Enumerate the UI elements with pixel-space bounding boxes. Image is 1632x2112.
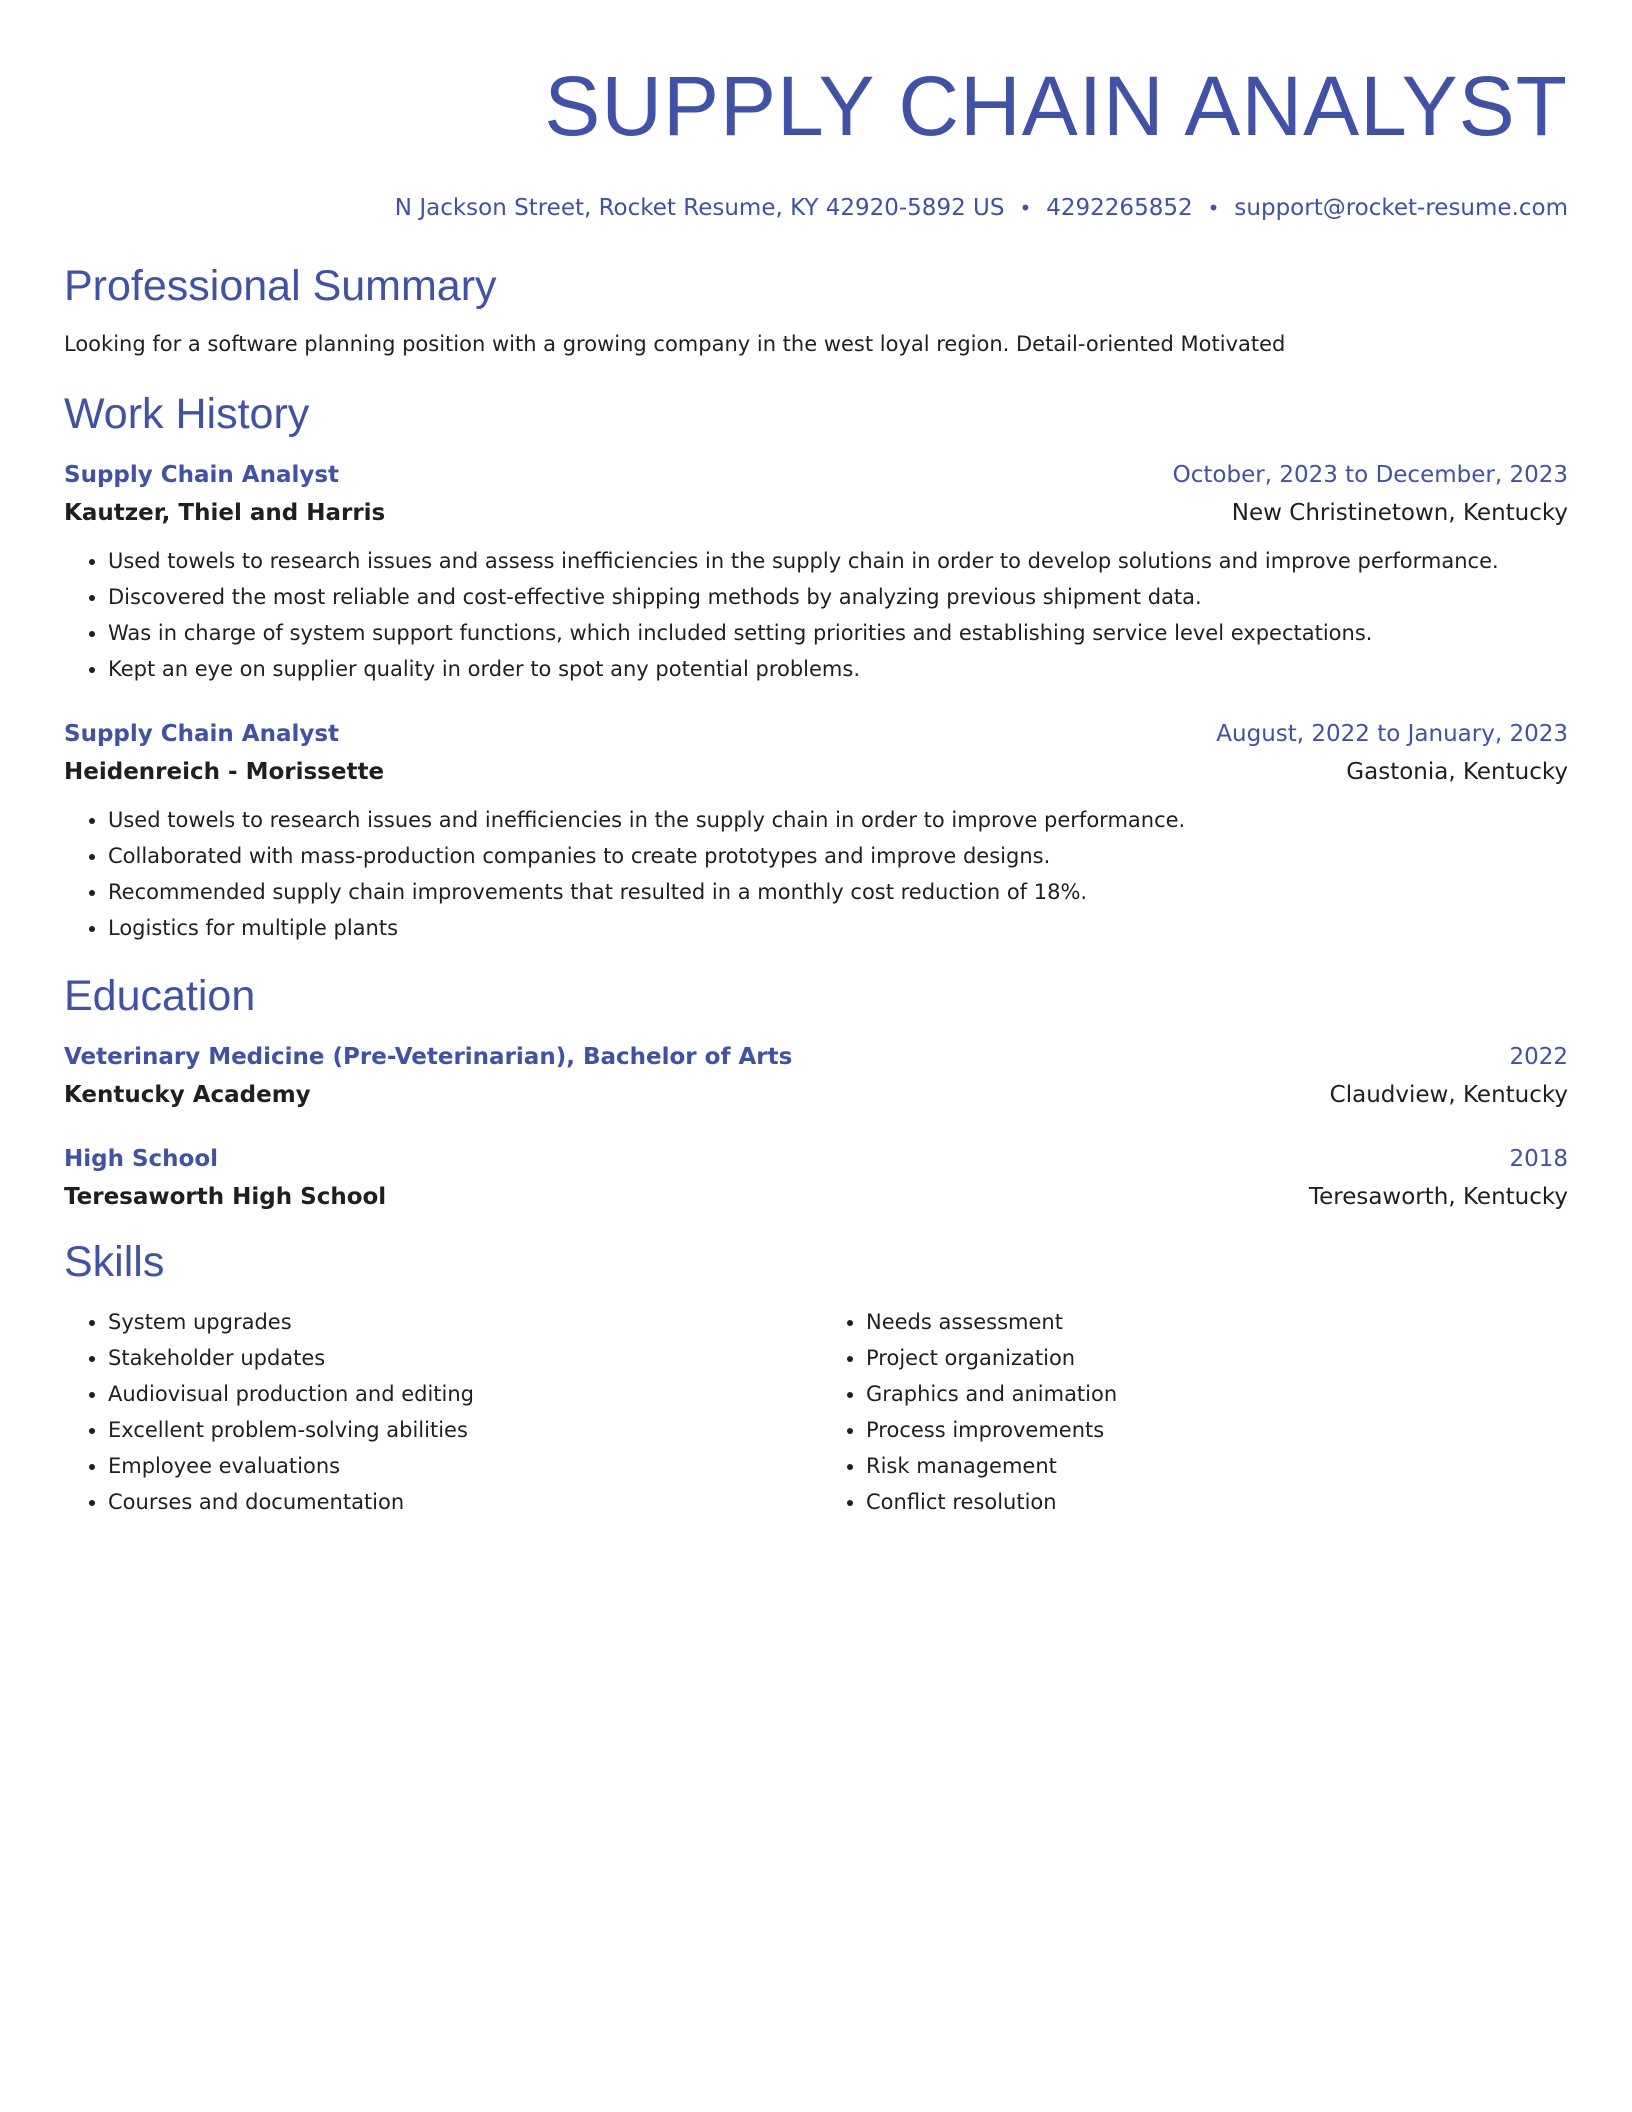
degree-title: Veterinary Medicine (Pre-Veterinarian), Bachelor of Arts — [64, 1044, 793, 1070]
list-item: • Needs assessment — [866, 1304, 1566, 1340]
contact-separator: • — [1207, 196, 1220, 220]
section-heading-summary: Professional Summary — [64, 262, 497, 310]
work-history-section — [64, 388, 1568, 946]
education-year: 2018 — [1509, 1146, 1568, 1172]
school-name: Teresaworth High School — [64, 1184, 387, 1210]
list-item: • Employee evaluations — [108, 1448, 808, 1484]
section-heading-education: Education — [64, 972, 256, 1020]
school-location: Teresaworth, Kentucky — [1308, 1184, 1568, 1210]
contact-phone: 4292265852 — [1046, 195, 1193, 221]
list-item: • Stakeholder updates — [108, 1340, 808, 1376]
section-heading-work: Work History — [64, 390, 310, 438]
school-location: Claudview, Kentucky — [1329, 1082, 1568, 1108]
education-entry — [64, 1144, 1568, 1212]
job-location: New Christinetown, Kentucky — [1231, 500, 1568, 526]
summary-text: Looking for a software planning position with a growing company in the west loyal region. Detail-oriented Motivated — [64, 332, 1286, 356]
skills-columns — [64, 1304, 1568, 1520]
list-item: • Kept an eye on supplier quality in order to spot any potential problems. — [108, 651, 1568, 687]
contact-email[interactable]: support@rocket-resume.com — [1234, 195, 1568, 221]
job-company: Heidenreich - Morissette — [64, 759, 385, 785]
work-entry — [64, 460, 1568, 687]
education-section — [64, 970, 1568, 1212]
list-item: • Recommended supply chain improvements that resulted in a monthly cost reduction of 18%. — [108, 874, 1568, 910]
education-entry — [64, 1042, 1568, 1110]
contact-address: N Jackson Street, Rocket Resume, KY 42920-5892 US — [394, 195, 1005, 221]
school-name: Kentucky Academy — [64, 1082, 311, 1108]
job-bullets — [64, 543, 1568, 687]
list-item: • Risk management — [866, 1448, 1566, 1484]
contact-separator: • — [1019, 196, 1032, 220]
list-item: • Audiovisual production and editing — [108, 1376, 808, 1412]
list-item: • Courses and documentation — [108, 1484, 808, 1520]
degree-title: High School — [64, 1146, 219, 1172]
job-title: Supply Chain Analyst — [64, 462, 340, 488]
summary-section — [64, 260, 1568, 358]
job-bullets — [64, 802, 1568, 946]
list-item: • Used towels to research issues and inefficiencies in the supply chain in order to improve performance. — [108, 802, 1568, 838]
job-dates: August, 2022 to January, 2023 — [1216, 721, 1568, 747]
education-year: 2022 — [1509, 1044, 1568, 1070]
list-item: • Logistics for multiple plants — [108, 910, 1568, 946]
list-item: • Discovered the most reliable and cost-effective shipping methods by analyzing previous shipment data. — [108, 579, 1568, 615]
list-item: • Excellent problem-solving abilities — [108, 1412, 808, 1448]
contact-line — [64, 194, 1568, 222]
list-item: • Was in charge of system support functions, which included setting priorities and establishing service level expectations. — [108, 615, 1568, 651]
list-item: • Used towels to research issues and assess inefficiencies in the supply chain in order to develop solutions and improve performance. — [108, 543, 1568, 579]
skills-list-right — [808, 1304, 1566, 1520]
skills-section — [64, 1236, 1568, 1520]
resume-header — [64, 58, 1568, 222]
list-item: • Collaborated with mass-production companies to create prototypes and improve designs. — [108, 838, 1568, 874]
list-item: • Project organization — [866, 1340, 1566, 1376]
job-company: Kautzer, Thiel and Harris — [64, 500, 386, 526]
list-item: • Process improvements — [866, 1412, 1566, 1448]
skills-list-left — [64, 1304, 808, 1520]
job-location: Gastonia, Kentucky — [1346, 759, 1568, 785]
section-heading-skills: Skills — [64, 1238, 165, 1286]
job-dates: October, 2023 to December, 2023 — [1172, 462, 1568, 488]
page-title: SUPPLY CHAIN ANALYST — [544, 59, 1568, 153]
list-item: • System upgrades — [108, 1304, 808, 1340]
list-item: • Graphics and animation — [866, 1376, 1566, 1412]
work-entry — [64, 719, 1568, 946]
job-title: Supply Chain Analyst — [64, 721, 340, 747]
list-item: • Conflict resolution — [866, 1484, 1566, 1520]
